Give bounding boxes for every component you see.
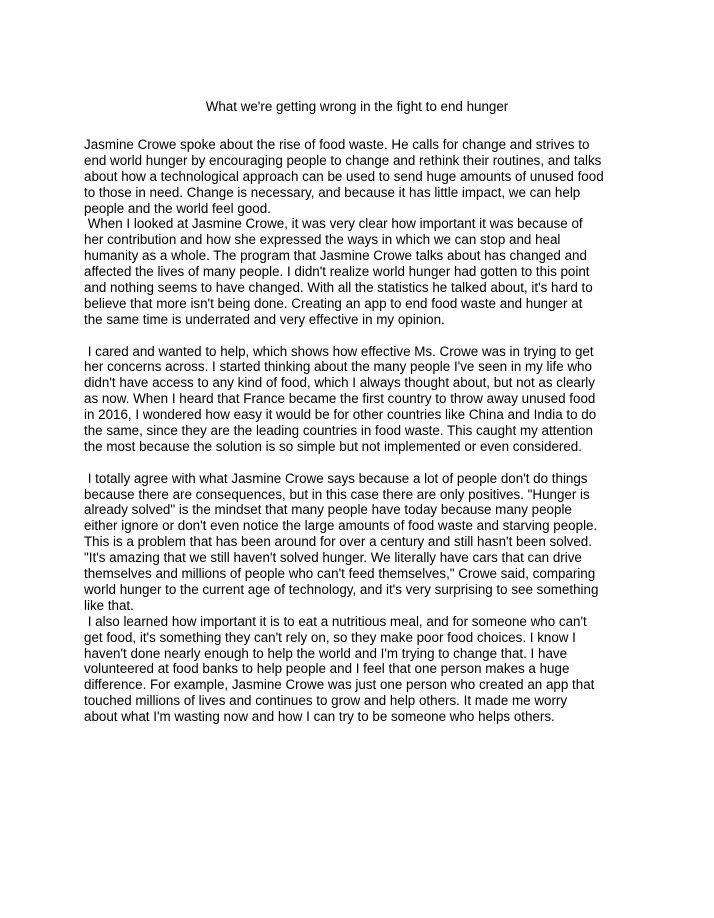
text-line: end world hunger by encouraging people to change and rethink their routines, and talks [84,152,602,168]
text-line: as now. When I heard that France became the first country to throw away unused food [84,391,596,407]
text-line: get food, it's something they can't rely on, so they make poor food choices. I know I [84,629,576,645]
paragraph-1 [84,137,644,216]
paragraph-3 [84,344,644,455]
text-line: in 2016, I wondered how easy it would be for other countries like China and India to do [84,407,597,423]
text-line: the same time is underrated and very effective in my opinion. [84,311,445,327]
text-line: didn't have access to any kind of food, which I always thought about, but not as clearly [84,375,595,391]
document-title: What we're getting wrong in the fight to end hunger [205,99,509,114]
text-line: When I looked at Jasmine Crowe, it was very clear how important it was because of [84,216,583,232]
text-line: difference. For example, Jasmine Crowe was just one person who created an app that [84,677,595,693]
paragraph-5 [84,614,644,725]
text-line: already solved" is the mindset that many people have today because many people [84,502,572,518]
text-line: the same, since they are the leading countries in food waste. This caught my attention [84,423,593,439]
text-line: world hunger to the current age of technology, and it's very surprising to see something [84,581,599,597]
text-line: touched millions of lives and continues to grow and help others. It made me worry [84,693,568,709]
text-line: I cared and wanted to help, which shows how effective Ms. Crowe was in trying to get [84,343,594,359]
text-line: about what I'm wasting now and how I can try to be someone who helps others. [84,709,555,725]
text-line: because there are consequences, but in this case there are only positives. "Hunger is [84,486,590,502]
text-line: humanity as a whole. The program that Jasmine Crowe talks about has changed and [84,248,587,264]
paragraph-spacer [84,455,644,471]
text-line: to those in need. Change is necessary, and because it has little impact, we can help [84,184,581,200]
text-line: about how a technological approach can be used to send huge amounts of unused food [84,168,604,184]
document-body [84,137,644,725]
text-line: the most because the solution is so simple but not implemented or even considered. [84,438,582,454]
paragraph-spacer [84,328,644,344]
text-line: Jasmine Crowe spoke about the rise of food waste. He calls for change and strives to [84,137,590,152]
text-line: haven't done nearly enough to help the world and I'm trying to change that. I have [84,645,568,661]
text-line: volunteered at food banks to help people and I feel that one person makes a huge [84,661,570,677]
text-line: her concerns across. I started thinking about the many people I've seen in my life who [84,359,592,375]
text-line: themselves and millions of people who can't feed themselves," Crowe said, comparing [84,566,596,582]
text-line: believe that more isn't being done. Creating an app to end food waste and hunger at [84,295,583,311]
text-line: I also learned how important it is to eat a nutritious meal, and for someone who can't [84,613,587,629]
text-line: people and the world feel good. [84,200,271,216]
text-line: This is a problem that has been around for over a century and still hasn't been solved. [84,534,592,550]
text-line: and nothing seems to have changed. With all the statistics he talked about, it's hard to [84,280,593,296]
text-line: affected the lives of many people. I didn't realize world hunger had gotten to this point [84,264,590,280]
text-line: like that. [84,597,134,613]
paragraph-2 [84,216,644,327]
paragraph-4 [84,471,644,614]
text-line: "It's amazing that we still haven't solved hunger. We literally have cars that can drive [84,550,582,566]
text-line: either ignore or don't even notice the large amounts of food waste and starving people. [84,518,598,534]
text-line: I totally agree with what Jasmine Crowe says because a lot of people don't do things [84,470,588,486]
text-line: her contribution and how she expressed the ways in which we can stop and heal [84,232,561,248]
